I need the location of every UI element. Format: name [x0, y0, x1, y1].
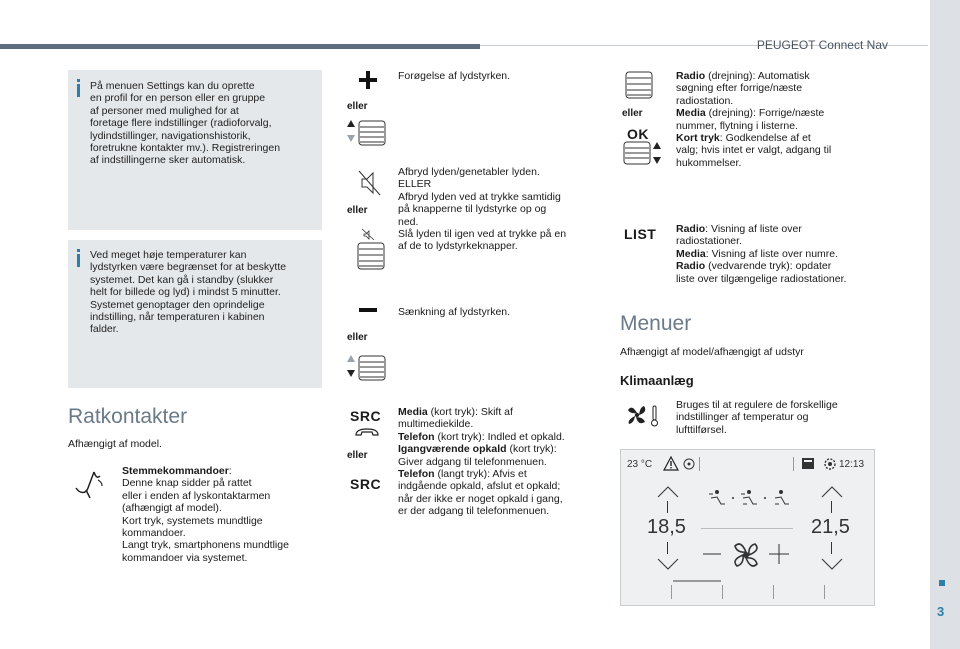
temp-right-bar	[831, 501, 832, 513]
fan-icon[interactable]	[731, 540, 761, 570]
eller-label: eller	[347, 450, 368, 461]
eller-label: eller	[347, 205, 368, 216]
info-box-temperature	[68, 240, 322, 388]
eller-label: eller	[622, 108, 643, 119]
screen-divider	[701, 528, 793, 529]
climate-icon	[624, 402, 660, 428]
src-text: Media (kort tryk): Skift af multimediekilde. Telefon (kort tryk): Indled et opkald. Igangværende opkald (kort tryk): Giver adgang til telefonmenuen. Telefon (langt tryk): Afvis et indgående opkald, afslut et opkald; når der ikke er noget opkald i gang, er der adgang til telefonmenuen.	[398, 406, 565, 518]
mute-text: Afbryd lyden/genetabler lyden. ELLER Afbryd lyden ved at trykke samtidig på knapperne til lydstyrke op og ned. Slå lyden til igen ved at trykke på en af de to lydstyrkeknapper.	[398, 166, 567, 253]
screen-tab-divider	[722, 585, 723, 599]
plus-icon	[358, 70, 378, 90]
media-icon	[801, 457, 815, 470]
menuer-subtitle: Afhængigt af model/afhængigt af udstyr	[620, 346, 804, 358]
info-text: På menuen Settings kan du oprette en profil for en person eller en gruppe af personer med mulighed for at foretage flere indstillinger (radioforvalg, lydindstillinger, navigationshistorik, foretrukne kontakter mv.). Registreringen af indstillingerne sker automatisk.	[90, 80, 281, 167]
wheel-updown-icon	[622, 140, 664, 166]
list-text: Radio: Visning af liste over radiostationer. Media: Visning af liste over numre. Radio (vedvarende tryk): opdater liste over tilgængelige radiostationer.	[676, 223, 847, 285]
screen-tab-divider	[824, 585, 825, 599]
voice-command-text: Stemmekommandoer: Denne knap sidder på rattet eller i enden af lyskontaktarmen (afhængigt af model). Kort tryk, systemets mundtlige kommandoer. Langt tryk, smartphonens mundtlige kommandoer via systemet.	[122, 465, 289, 564]
temp-right-bar	[831, 542, 832, 554]
phone-icon	[354, 426, 380, 438]
info-text: Ved meget høje temperaturer kan lydstyrken være begrænset for at beskytte systemet. Det kan gå i standby (slukker helt for billede og lyd) i mindst 5 minutter. Systemet genoptager den oprindelige indstilling, når temperaturen i kabinen falder.	[90, 249, 287, 336]
temp-left: 18,5	[647, 516, 686, 538]
info-icon	[77, 84, 80, 97]
wheel-down-icon	[346, 353, 388, 383]
temp-right-down-icon[interactable]	[821, 558, 843, 570]
wheel-up-icon	[346, 118, 388, 148]
list-label: LIST	[624, 226, 657, 242]
climate-heading: Klimaanlæg	[620, 373, 694, 388]
screen-tab-divider	[773, 585, 774, 599]
eller-label: eller	[347, 101, 368, 112]
climate-text: Bruges til at regulere de forskellige indstillinger af temperatur og lufttilførsel.	[676, 399, 838, 436]
ratkontakter-subtitle: Afhængigt af model.	[68, 438, 162, 450]
header-rule	[0, 44, 480, 49]
fan-minus-icon[interactable]	[703, 552, 721, 556]
info-box-settings	[68, 70, 322, 230]
temp-left-down-icon[interactable]	[657, 558, 679, 570]
volume-down-text: Sænkning af lydstyrken.	[398, 306, 511, 318]
section-title-ratkontakter: Ratkontakter	[68, 405, 188, 428]
location-icon	[683, 458, 695, 470]
temp-left-bar	[667, 542, 668, 554]
climate-screen	[620, 449, 875, 606]
page-number: 3	[937, 604, 945, 619]
radio-text: Radio (drejning): Automatisk søgning efter forrige/næste radiostation. Media (drejning): Forrige/næste nummer, flytning i listerne. Kort tryk: Godkendelse af et valg; hvis intet er valgt, adgang til hukommelser.	[676, 70, 832, 169]
page-sidebar	[930, 0, 960, 649]
settings-icon	[823, 457, 837, 471]
section-title-menuer: Menuer	[620, 312, 692, 335]
status-divider	[793, 457, 794, 471]
outside-temp: 23 °C	[627, 459, 653, 470]
temp-left-up-icon[interactable]	[657, 486, 679, 498]
temp-left-bar	[667, 501, 668, 513]
fan-plus-icon[interactable]	[769, 544, 789, 564]
warning-icon	[663, 456, 679, 471]
volume-up-text: Forøgelse af lydstyrken.	[398, 70, 511, 82]
screen-bottom-handle	[673, 580, 721, 582]
page-marker	[939, 580, 945, 586]
wheel-mute-icon	[352, 226, 388, 272]
header-title: PEUGEOT Connect Nav	[756, 38, 888, 52]
clock: 12:13	[839, 459, 865, 470]
temp-right: 21,5	[811, 516, 850, 538]
status-divider	[699, 457, 700, 471]
minus-icon	[358, 306, 378, 314]
eller-label: eller	[347, 332, 368, 343]
voice-command-icon	[72, 468, 108, 502]
airflow-modes-icon[interactable]	[707, 488, 789, 508]
screen-tab-divider	[671, 585, 672, 599]
info-icon	[77, 254, 80, 267]
mute-icon	[358, 170, 382, 196]
ok-label: OK	[627, 126, 649, 142]
src-label: SRC	[350, 408, 382, 424]
temp-right-up-icon[interactable]	[821, 486, 843, 498]
wheel-icon	[624, 70, 654, 100]
src-label: SRC	[350, 476, 382, 492]
